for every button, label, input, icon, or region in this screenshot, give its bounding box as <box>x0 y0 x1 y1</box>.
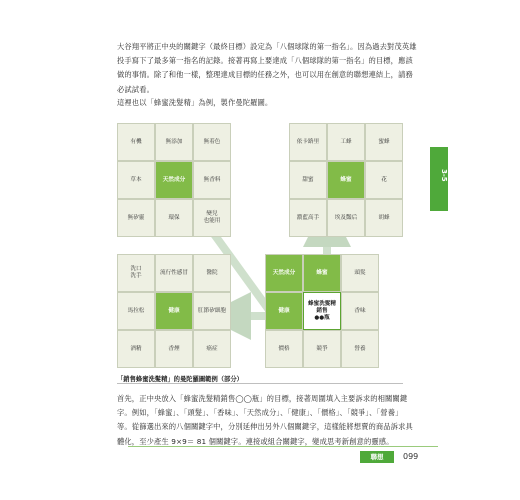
chapter-tab <box>430 147 448 211</box>
keyword-cell: 無着色 <box>193 123 231 161</box>
theme-cell: 香味 <box>341 292 379 330</box>
theme-cell: 蜂蜜 <box>303 254 341 292</box>
chapter-number: 3-5 <box>440 169 448 182</box>
keyword-cell: 癌症 <box>193 330 231 368</box>
footer-rule <box>128 446 438 447</box>
keyword-cell: 花 <box>365 161 403 199</box>
keyword-cell: 甜蜜 <box>289 161 327 199</box>
core-goal-cell: 蜂蜜洗髮精 銷售 ●●瓶 <box>303 292 341 330</box>
keyword-cell: 無添加 <box>155 123 193 161</box>
mandala-grid-core <box>265 254 379 368</box>
page-number: 099 <box>403 452 419 461</box>
diagram-caption: 「銷售蜂蜜洗髮精」的曼陀羅圖範例（部分） <box>117 376 243 383</box>
keyword-cell: 草本 <box>117 161 155 199</box>
mandala-grid-top-right <box>289 123 403 237</box>
explanation-paragraph: 首先，正中央放入「蜂蜜洗髮精銷售◯◯瓶」的目標，接著周圍填入主要訴求的相關關鍵字。例如，「蜂蜜」、「頭髮」、「香味」、「天然成分」、「健康」、「價格」、「競爭」、「營養」等。從篩選出來的八個關鍵字中，分別延伸出另外八個關鍵字，這樣能將想賣的商品訴求具體化，至少產生 9×9＝ 81 個關鍵字。連接或組合關鍵字，變成思考新創意的靈感。 <box>117 394 413 446</box>
mandala-grid-bottom-left <box>117 254 231 368</box>
intro-paragraph: 大谷翔平將正中央的關鍵字（最終目標）設定為「八個球隊的第一指名」。因為過去對茂英雄投手寫下了最多第一指名的記錄。接著再寫上要達成「八個球隊的第一指名」的目標，應該做的事情。除了和他一樣，整理達成目標的任務之外，也可以用在創意的聯想連結上，請務必試試看。 <box>117 42 417 94</box>
keyword-cell: 濃藍高手 <box>289 199 327 237</box>
keyword-cell: 胡蜂 <box>365 199 403 237</box>
theme-cell: 頭髮 <box>341 254 379 292</box>
keyword-cell: 蜜蜂 <box>365 123 403 161</box>
theme-cell: 天然成分 <box>265 254 303 292</box>
keyword-cell: 變兒 也能用 <box>193 199 231 237</box>
theme-cell: 價格 <box>265 330 303 368</box>
mandala-chart <box>117 123 403 368</box>
keyword-cell: 酒精 <box>117 330 155 368</box>
keyword-cell: 依卡路里 <box>289 123 327 161</box>
keyword-cell: 無矽靈 <box>117 199 155 237</box>
section-label: 聯想 <box>360 451 394 463</box>
keyword-cell: 環保 <box>155 199 193 237</box>
example-paragraph: 這裡也以「蜂蜜洗髮精」為例，製作曼陀羅圖。 <box>117 98 273 107</box>
theme-cell: 競爭 <box>303 330 341 368</box>
keyword-cell: 香煙 <box>155 330 193 368</box>
keyword-cell: 洗口 洗手 <box>117 254 155 292</box>
mandala-grid-top-left <box>117 123 231 237</box>
theme-cell: 健康 <box>265 292 303 330</box>
keyword-cell: 無香料 <box>193 161 231 199</box>
keyword-cell: 埃及豔后 <box>327 199 365 237</box>
center-keyword-cell: 天然成分 <box>155 161 193 199</box>
theme-cell: 營養 <box>341 330 379 368</box>
center-keyword-cell: 健康 <box>155 292 193 330</box>
keyword-cell: 醫院 <box>193 254 231 292</box>
keyword-cell: 工蜂 <box>327 123 365 161</box>
center-keyword-cell: 蜂蜜 <box>327 161 365 199</box>
caption-rule <box>117 383 403 384</box>
keyword-cell: 馬拉松 <box>117 292 155 330</box>
keyword-cell: 有機 <box>117 123 155 161</box>
keyword-cell: 流行性感冒 <box>155 254 193 292</box>
keyword-cell: 肛節矽細胞 <box>193 292 231 330</box>
